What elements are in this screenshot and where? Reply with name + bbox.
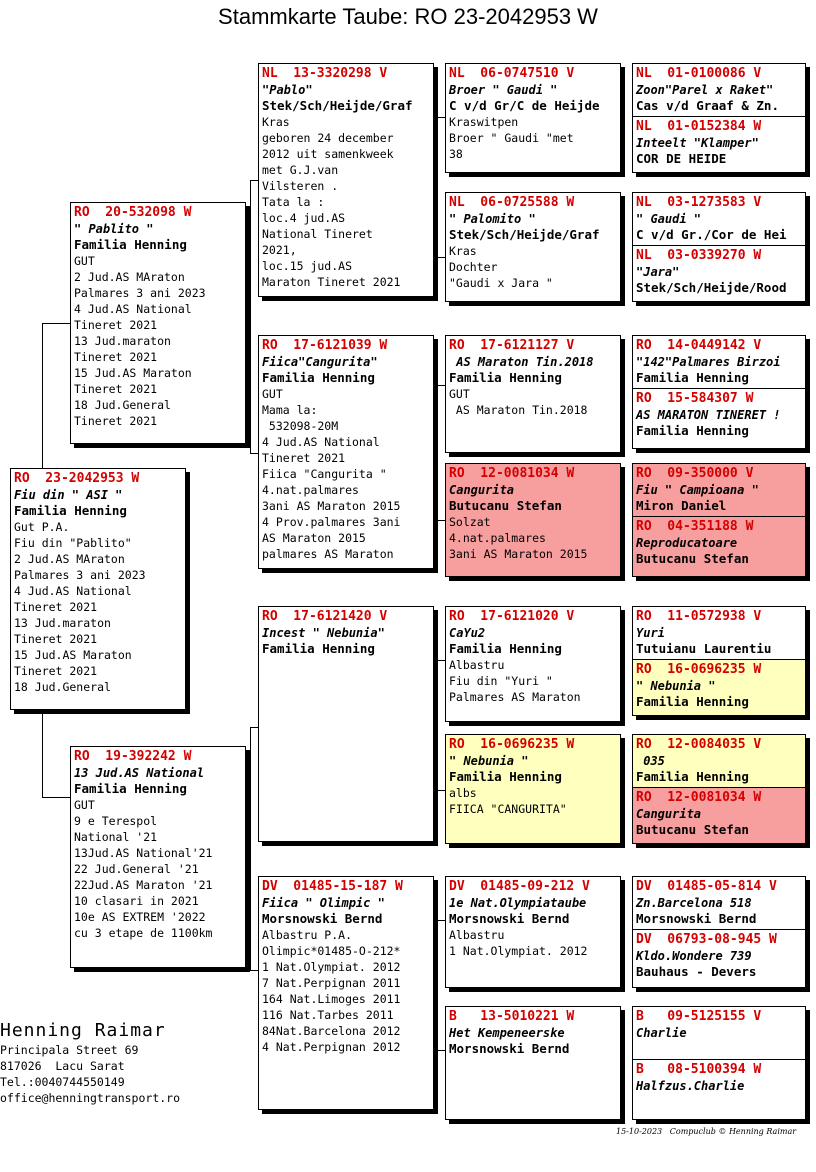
- info-line: cu 3 etape de 1100km: [74, 926, 213, 940]
- pigeon-owner: Familia Henning: [74, 237, 187, 252]
- ring-number: RO 23-2042953 W: [14, 471, 140, 486]
- page-title: Stammkarte Taube: RO 23-2042953 W: [218, 4, 598, 29]
- breeder-street: Principala Street 69: [0, 1043, 139, 1057]
- pigeon-name: AS MARATON TINERET !: [636, 408, 781, 422]
- info-line: GUT: [262, 387, 283, 401]
- info-line: 2 Jud.AS MAraton: [14, 552, 125, 566]
- ring-number: RO 16-0696235 W: [636, 662, 762, 677]
- pigeon-name: 1e Nat.Olympiataube: [449, 896, 587, 910]
- info-line: Albastru: [449, 658, 505, 672]
- pigeon-name: Fiica " Olimpic ": [262, 896, 385, 910]
- connector: [437, 920, 445, 921]
- pigeon-owner: Familia Henning: [262, 641, 375, 656]
- connector: [250, 180, 251, 323]
- breeder-email[interactable]: office@henningtransport.ro: [0, 1091, 181, 1105]
- ring-number: B 09-5125155 V: [636, 1009, 762, 1024]
- connector: [42, 797, 70, 798]
- pigeon-owner: C v/d Gr./Cor de Hei: [636, 227, 787, 242]
- ring-number: RO 12-0081034 W: [449, 466, 575, 481]
- info-line: Tineret 2021: [14, 664, 98, 678]
- info-line: 4 Jud.AS National: [74, 302, 192, 316]
- info-line: 7 Nat.Perpignan 2011: [262, 976, 401, 990]
- pigeon-card-dam-sire[interactable]: [258, 606, 434, 842]
- ring-number: NL 03-1273583 V: [636, 195, 762, 210]
- pigeon-card-gg-7[interactable]: [445, 876, 621, 988]
- pigeon-name: " Palomito ": [449, 212, 536, 226]
- info-line: loc.15 jud.AS: [262, 259, 353, 273]
- connector: [437, 660, 445, 661]
- ring-number: DV 01485-09-212 V: [449, 879, 590, 894]
- info-line: 9 e Terespol: [74, 814, 158, 828]
- pigeon-name: AS Maraton Tin.2018: [449, 355, 594, 369]
- pigeon-name: "Jara": [636, 265, 680, 279]
- info-line: Dochter: [449, 260, 498, 274]
- connector: [623, 360, 624, 415]
- pigeon-name: Reproducatoare: [636, 536, 738, 550]
- pigeon-owner: Butucanu Stefan: [636, 822, 749, 837]
- pigeon-owner: Butucanu Stefan: [636, 551, 749, 566]
- ring-number: B 08-5100394 W: [636, 1062, 762, 1077]
- pigeon-name: Broer " Gaudi ": [449, 83, 558, 97]
- connector: [623, 490, 624, 545]
- pigeon-card-gg-4[interactable]: [445, 463, 621, 577]
- info-line: "Gaudi x Jara ": [449, 276, 553, 290]
- info-line: albs: [449, 786, 477, 800]
- pigeon-pair-ggg-7[interactable]: [632, 876, 806, 988]
- ring-number: B 13-5010221 W: [449, 1009, 575, 1024]
- ring-number: RO 20-532098 W: [74, 205, 192, 220]
- ring-number: DV 01485-05-814 V: [636, 879, 777, 894]
- info-line: 4 Jud.AS National: [262, 435, 380, 449]
- pigeon-owner: Familia Henning: [449, 769, 562, 784]
- pigeon-owner: Cas v/d Graaf & Zn.: [636, 98, 779, 113]
- ring-number: NL 13-3320298 V: [262, 66, 388, 81]
- pigeon-card-gg-8[interactable]: [445, 1006, 621, 1120]
- connector: [437, 790, 445, 791]
- pigeon-name: "Pablo": [262, 83, 313, 97]
- info-line: 22Jud.AS Maraton '21: [74, 878, 213, 892]
- pigeon-card-dam-dam[interactable]: [258, 876, 434, 1110]
- info-line: 13 Jud.maraton: [74, 334, 171, 348]
- info-line: Albastru P.A.: [262, 928, 353, 942]
- breeder-phone: Tel.:0040744550149: [0, 1075, 125, 1089]
- info-line: 4 Nat.Perpignan 2012: [262, 1040, 401, 1054]
- connector: [42, 323, 43, 470]
- info-line: Tineret 2021: [74, 414, 158, 428]
- info-line: Kras: [449, 244, 477, 258]
- info-line: 532098-20M: [262, 419, 339, 433]
- pigeon-owner: Tutuianu Laurentiu: [636, 641, 772, 656]
- pigeon-name: Cangurita: [449, 483, 515, 497]
- pigeon-name: Fiu din " ASI ": [14, 488, 123, 502]
- pigeon-name: Zn.Barcelona 518: [636, 896, 752, 910]
- pigeon-pair-ggg-1[interactable]: [632, 63, 806, 173]
- info-line: 15 Jud.AS Maraton: [14, 648, 132, 662]
- pigeon-name: Inteelt "Klamper": [636, 136, 759, 150]
- pigeon-card-gg-5[interactable]: [445, 606, 621, 722]
- breeder-address: [0, 1020, 180, 1106]
- connector: [42, 710, 43, 797]
- ring-number: RO 17-6121127 V: [449, 338, 575, 353]
- ring-number: NL 01-0100086 V: [636, 66, 762, 81]
- info-line: 3ani AS Maraton 2015: [262, 499, 401, 513]
- info-line: 164 Nat.Limoges 2011: [262, 992, 401, 1006]
- ring-number: RO 11-0572938 V: [636, 609, 762, 624]
- info-line: 18 Jud.General: [74, 398, 171, 412]
- pigeon-card-sire[interactable]: [70, 202, 246, 444]
- info-line: Kras: [262, 115, 290, 129]
- info-line: Palmares AS Maraton: [449, 690, 581, 704]
- connector: [623, 627, 624, 682]
- info-line: Tineret 2021: [14, 600, 98, 614]
- pigeon-pair-ggg-3[interactable]: [632, 335, 806, 449]
- info-line: Vilsteren .: [262, 179, 339, 193]
- info-line: GUT: [449, 387, 470, 401]
- info-line: 4.nat.palmares: [449, 531, 546, 545]
- pigeon-owner: Bauhaus - Devers: [636, 964, 757, 979]
- breeder-name: Henning Raimar: [0, 1020, 166, 1041]
- pigeon-name: Incest " Nebunia": [262, 626, 385, 640]
- info-line: FIICA "CANGURITA": [449, 802, 567, 816]
- connector: [623, 1032, 624, 1090]
- pigeon-owner: Familia Henning: [262, 370, 375, 385]
- pigeon-name: Zoon"Parel x Raket": [636, 83, 774, 97]
- pigeon-pair-ggg-4[interactable]: [632, 463, 806, 577]
- pigeon-owner: Stek/Sch/Heijde/Rood: [636, 280, 787, 295]
- info-line: National Tineret: [262, 227, 373, 241]
- info-line: 84Nat.Barcelona 2012: [262, 1024, 401, 1038]
- ring-number: RO 12-0084035 V: [636, 737, 762, 752]
- connector: [250, 727, 258, 728]
- ring-number: RO 17-6121420 V: [262, 609, 388, 624]
- pigeon-pair-ggg-2[interactable]: [632, 192, 806, 302]
- connector: [250, 453, 258, 454]
- pigeon-owner: Familia Henning: [74, 781, 187, 796]
- connector: [437, 117, 438, 257]
- pigeon-pair-ggg-5[interactable]: [632, 606, 806, 716]
- pigeon-owner: Familia Henning: [449, 370, 562, 385]
- connector: [437, 1050, 445, 1051]
- info-line: Fiu din "Pablito": [14, 536, 132, 550]
- info-line: 4 Jud.AS National: [14, 584, 132, 598]
- info-line: Tata la :: [262, 195, 325, 209]
- pigeon-name: Fiu " Campioana ": [636, 483, 759, 497]
- info-line: Tineret 2021: [74, 382, 158, 396]
- connector: [437, 660, 438, 790]
- ring-number: RO 17-6121039 W: [262, 338, 388, 353]
- info-line: Fiu din "Yuri ": [449, 674, 553, 688]
- info-line: Palmares 3 ani 2023: [74, 286, 206, 300]
- pigeon-owner: Butucanu Stefan: [449, 498, 562, 513]
- ring-number: NL 03-0339270 W: [636, 248, 762, 263]
- ring-number: RO 09-350000 V: [636, 466, 754, 481]
- breeder-city: 817026 Lacu Sarat: [0, 1059, 125, 1073]
- pigeon-owner: C v/d Gr/C de Heijde: [449, 98, 600, 113]
- pigeon-name: 035: [636, 754, 665, 768]
- pigeon-name: Het Kempeneerske: [449, 1026, 565, 1040]
- pigeon-name: Cangurita: [636, 807, 702, 821]
- pigeon-owner: Familia Henning: [636, 423, 749, 438]
- ring-number: DV 06793-08-945 W: [636, 932, 777, 947]
- connector: [437, 385, 438, 520]
- info-line: geboren 24 december: [262, 131, 394, 145]
- ring-number: RO 15-584307 W: [636, 391, 754, 406]
- pigeon-owner: Miron Daniel: [636, 498, 727, 513]
- ring-number: NL 01-0152384 W: [636, 119, 762, 134]
- info-line: Gut P.A.: [14, 520, 70, 534]
- info-line: GUT: [74, 254, 95, 268]
- info-line: 18 Jud.General: [14, 680, 111, 694]
- pigeon-owner: Familia Henning: [14, 503, 127, 518]
- pigeon-pair-ggg-8[interactable]: [632, 1006, 806, 1120]
- info-line: Tineret 2021: [14, 632, 98, 646]
- info-line: Mama la:: [262, 403, 318, 417]
- pigeon-card-sire-sire[interactable]: [258, 63, 434, 297]
- info-line: 4 Prov.palmares 3ani: [262, 515, 401, 529]
- info-line: AS Maraton 2015: [262, 531, 366, 545]
- info-line: 2 Jud.AS MAraton: [74, 270, 185, 284]
- info-line: loc.4 jud.AS: [262, 211, 346, 225]
- pigeon-card-gg-3[interactable]: [445, 335, 621, 453]
- pigeon-name: Fiica"Cangurita": [262, 355, 378, 369]
- connector: [437, 117, 445, 118]
- info-line: 2021,: [262, 243, 297, 257]
- info-line: Kraswitpen: [449, 115, 519, 129]
- ring-number: RO 12-0081034 W: [636, 790, 762, 805]
- info-line: Olimpic*01485-O-212*: [262, 944, 401, 958]
- pigeon-owner: Familia Henning: [449, 641, 562, 656]
- pigeon-owner: Familia Henning: [636, 370, 749, 385]
- pigeon-owner: Morsnowski Bernd: [636, 911, 757, 926]
- ring-number: RO 04-351188 W: [636, 519, 754, 534]
- connector: [437, 520, 445, 521]
- pigeon-name: Yuri: [636, 626, 665, 640]
- pigeon-name: " Nebunia ": [636, 679, 716, 693]
- pigeon-name: 13 Jud.AS National: [74, 766, 205, 780]
- ring-number: DV 01485-15-187 W: [262, 879, 403, 894]
- connector: [250, 797, 251, 970]
- connector: [250, 180, 258, 181]
- footer-credit: 15-10-2023 Compuclub © Henning Raimar: [616, 1127, 797, 1136]
- info-line: Palmares 3 ani 2023: [14, 568, 146, 582]
- pigeon-name: " Nebunia ": [449, 754, 529, 768]
- pigeon-card-gg-2[interactable]: [445, 192, 621, 302]
- pigeon-card-gg-6[interactable]: [445, 734, 621, 844]
- info-line: 3ani AS Maraton 2015: [449, 547, 588, 561]
- pigeon-name: " Pablito ": [74, 222, 154, 236]
- connector: [623, 95, 624, 145]
- pigeon-owner: Morsnowski Bernd: [449, 1041, 570, 1056]
- connector: [437, 257, 445, 258]
- ring-number: RO 14-0449142 V: [636, 338, 762, 353]
- ring-number: RO 17-6121020 V: [449, 609, 575, 624]
- info-line: Tineret 2021: [262, 451, 346, 465]
- ring-number: RO 16-0696235 W: [449, 737, 575, 752]
- info-line: 10 clasari in 2021: [74, 894, 199, 908]
- pigeon-name: " Gaudi ": [636, 212, 702, 226]
- pigeon-owner: Stek/Sch/Heijde/Graf: [262, 98, 413, 113]
- info-line: Albastru: [449, 928, 505, 942]
- pigeon-pair-ggg-6[interactable]: [632, 734, 806, 844]
- pigeon-owner: Morsnowski Bernd: [449, 911, 570, 926]
- info-line: 22 Jud.General '21: [74, 862, 199, 876]
- info-line: GUT: [74, 798, 95, 812]
- ring-number: NL 06-0725588 W: [449, 195, 575, 210]
- pigeon-name: "142"Palmares Birzoi: [636, 355, 781, 369]
- connector: [250, 727, 251, 797]
- info-line: met G.J.van: [262, 163, 339, 177]
- pigeon-name: Charlie: [636, 1026, 687, 1040]
- info-line: 13 Jud.maraton: [14, 616, 111, 630]
- info-line: Fiica "Cangurita ": [262, 467, 387, 481]
- connector: [623, 224, 624, 274]
- info-line: 38: [449, 147, 463, 161]
- pigeon-card-sire-dam[interactable]: [258, 335, 434, 569]
- info-line: 4.nat.palmares: [262, 483, 359, 497]
- info-line: 1 Nat.Olympiat. 2012: [262, 960, 401, 974]
- connector: [437, 920, 438, 1050]
- info-line: palmares AS Maraton: [262, 547, 394, 561]
- pigeon-card-gg-1[interactable]: [445, 63, 621, 173]
- connector: [437, 385, 445, 386]
- pigeon-owner: Morsnowski Bernd: [262, 911, 383, 926]
- connector: [250, 970, 258, 971]
- info-line: Tineret 2021: [74, 350, 158, 364]
- info-line: National '21: [74, 830, 158, 844]
- pigeon-owner: Familia Henning: [636, 694, 749, 709]
- connector: [623, 760, 624, 818]
- pigeon-card-dam[interactable]: [70, 746, 246, 968]
- pigeon-owner: Stek/Sch/Heijde/Graf: [449, 227, 600, 242]
- info-line: 10e AS EXTREM '2022: [74, 910, 206, 924]
- info-line: Tineret 2021: [74, 318, 158, 332]
- connector: [250, 323, 251, 453]
- info-line: Solzat: [449, 515, 491, 529]
- info-line: 13Jud.AS National'21: [74, 846, 213, 860]
- info-line: AS Maraton Tin.2018: [449, 403, 588, 417]
- info-line: 2012 uit samenkweek: [262, 147, 394, 161]
- info-line: Maraton Tineret 2021: [262, 275, 401, 289]
- pigeon-card-subject[interactable]: [10, 468, 186, 710]
- pigeon-name: Halfzus.Charlie: [636, 1079, 745, 1093]
- info-line: 116 Nat.Tarbes 2011: [262, 1008, 394, 1022]
- info-line: 1 Nat.Olympiat. 2012: [449, 944, 588, 958]
- pigeon-name: CaYu2: [449, 626, 486, 640]
- ring-number: NL 06-0747510 V: [449, 66, 575, 81]
- info-line: Broer " Gaudi "met: [449, 131, 574, 145]
- ring-number: RO 19-392242 W: [74, 749, 192, 764]
- connector: [42, 323, 70, 324]
- pigeon-owner: Familia Henning: [636, 769, 749, 784]
- info-line: 15 Jud.AS Maraton: [74, 366, 192, 380]
- pigeon-name: Kldo.Wondere 739: [636, 949, 752, 963]
- connector: [623, 903, 624, 961]
- pigeon-owner: COR DE HEIDE: [636, 151, 727, 166]
